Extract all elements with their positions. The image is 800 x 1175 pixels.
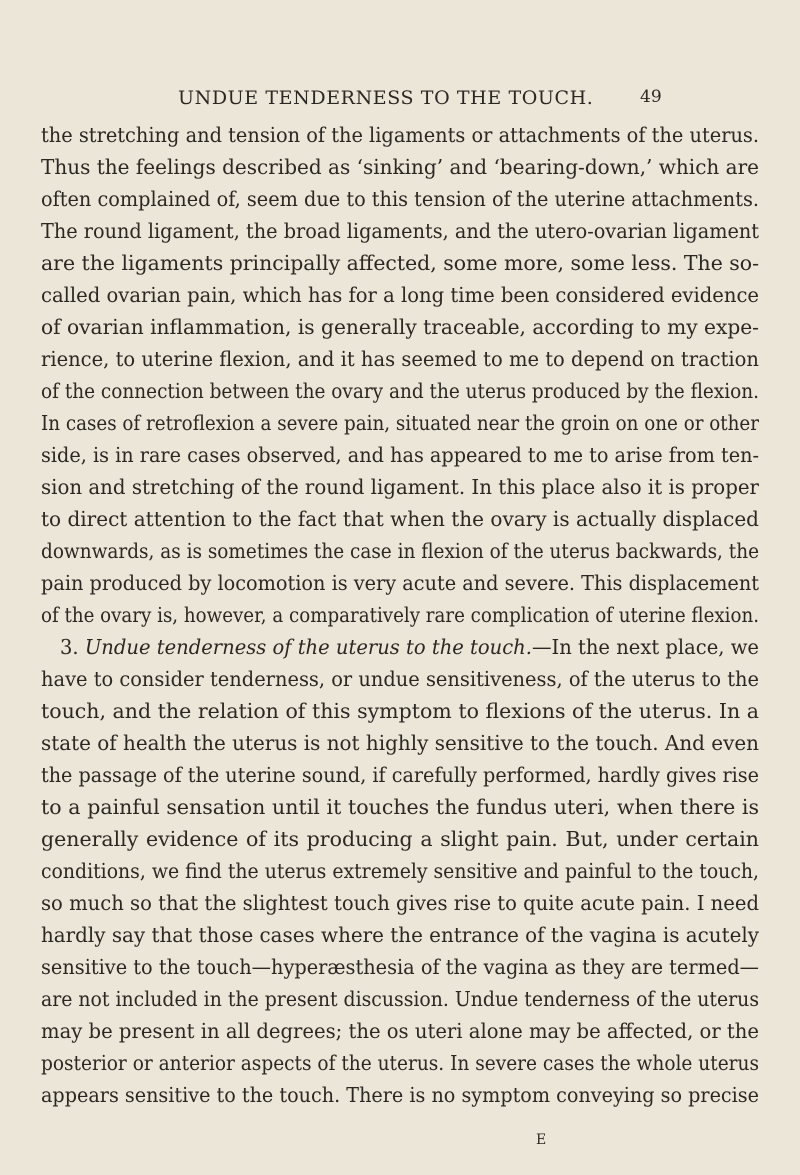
text-line [41,696,759,726]
page-number: 49 [640,87,662,107]
text-line [41,536,759,566]
signature-mark: E [536,1132,548,1148]
line-text: Thus the feelings described as ‘sinking’ and ‘bearing-down,’ which are [41,155,759,179]
text-line [41,760,759,790]
text-line [41,1048,759,1078]
text-line [41,408,759,438]
line-text: pain produced by locomotion is very acute and severe. This displacement [41,571,759,595]
line-text: the stretching and tension of the ligaments or attachments of the uterus. [41,123,759,147]
text-line [41,664,759,694]
text-line [41,792,759,822]
running-head [0,87,800,113]
line-text: In cases of retroflexion a severe pain, situated near the groin on one or other [41,411,759,435]
section-heading: Undue tenderness of the uterus to the touch. [84,635,532,659]
line-text: generally evidence of its producing a slight pain. But, under certain [41,827,759,851]
text-line [41,824,759,854]
text-line [41,984,759,1014]
line-text: sion and stretching of the round ligament. In this place also it is proper [41,475,759,499]
line-text: of ovarian inflammation, is generally traceable, according to my expe- [41,315,759,339]
text-line [41,600,759,630]
line-text: to a painful sensation until it touches the fundus uteri, when there is [41,795,759,819]
line-text: posterior or anterior aspects of the uterus. In severe cases the whole uterus [41,1051,759,1075]
line-text: of the ovary is, however, a comparatively rare complication of uterine flexion. [41,603,759,627]
text-line [41,952,759,982]
text-line [41,312,759,342]
text-line [41,152,759,182]
text-line [60,632,759,662]
section-number: 3. [60,635,85,659]
line-text: appears sensitive to the touch. There is no symptom conveying so precise [41,1083,759,1107]
text-line [41,248,757,278]
text-line [41,120,759,150]
line-text: sensitive to the touch—hyperæsthesia of the vagina as they are termed— [41,955,759,979]
text-line [41,856,759,886]
text-line [41,504,759,534]
line-text: state of health the uterus is not highly sensitive to the touch. And even [41,731,759,755]
line-text: have to consider tenderness, or undue sensitiveness, of the uterus to the [41,667,759,691]
text-line [41,184,759,214]
line-text: so much so that the slightest touch gives rise to quite acute pain. I need [41,891,759,915]
line-text: The round ligament, the broad ligaments, and the utero-ovarian ligament [41,219,759,243]
line-text: —In the next place, we [531,635,759,659]
text-line [41,1080,759,1110]
line-text: hardly say that those cases where the entrance of the vagina is acutely [41,923,759,947]
text-line [41,280,759,310]
line-text: the passage of the uterine sound, if carefully performed, hardly gives rise [41,763,759,787]
line-text: touch, and the relation of this symptom to flexions of the uterus. In a [41,699,759,723]
running-title: UNDUE TENDERNESS TO THE TOUCH. [178,87,594,109]
line-text: of the connection between the ovary and the uterus produced by the flexion. [41,379,759,403]
line-text: rience, to uterine flexion, and it has seemed to me to depend on traction [41,347,759,371]
line-text: conditions, we find the uterus extremely sensitive and painful to the touch, [41,859,759,883]
text-line [41,568,759,598]
text-line [41,888,759,918]
line-text: may be present in all degrees; the os uteri alone may be affected, or the [41,1019,759,1043]
line-text: are the ligaments principally affected, some more, some less. The so- [41,251,759,275]
text-line [41,1016,759,1046]
line-text: are not included in the present discussion. Undue tenderness of the uterus [41,987,759,1011]
line-text: to direct attention to the fact that when the ovary is actually displaced [41,507,759,531]
text-line [41,344,759,374]
line-text: called ovarian pain, which has for a long time been considered evidence [41,283,759,307]
text-line [41,472,759,502]
text-line [41,216,759,246]
line-text: downwards, as is sometimes the case in flexion of the uterus backwards, the [41,539,759,563]
text-line [41,728,759,758]
text-line [41,440,759,470]
line-text: side, is in rare cases observed, and has appeared to me to arise from ten- [41,443,759,467]
text-line [41,920,759,950]
text-line [41,376,759,406]
line-text: often complained of, seem due to this tension of the uterine attachments. [41,187,759,211]
